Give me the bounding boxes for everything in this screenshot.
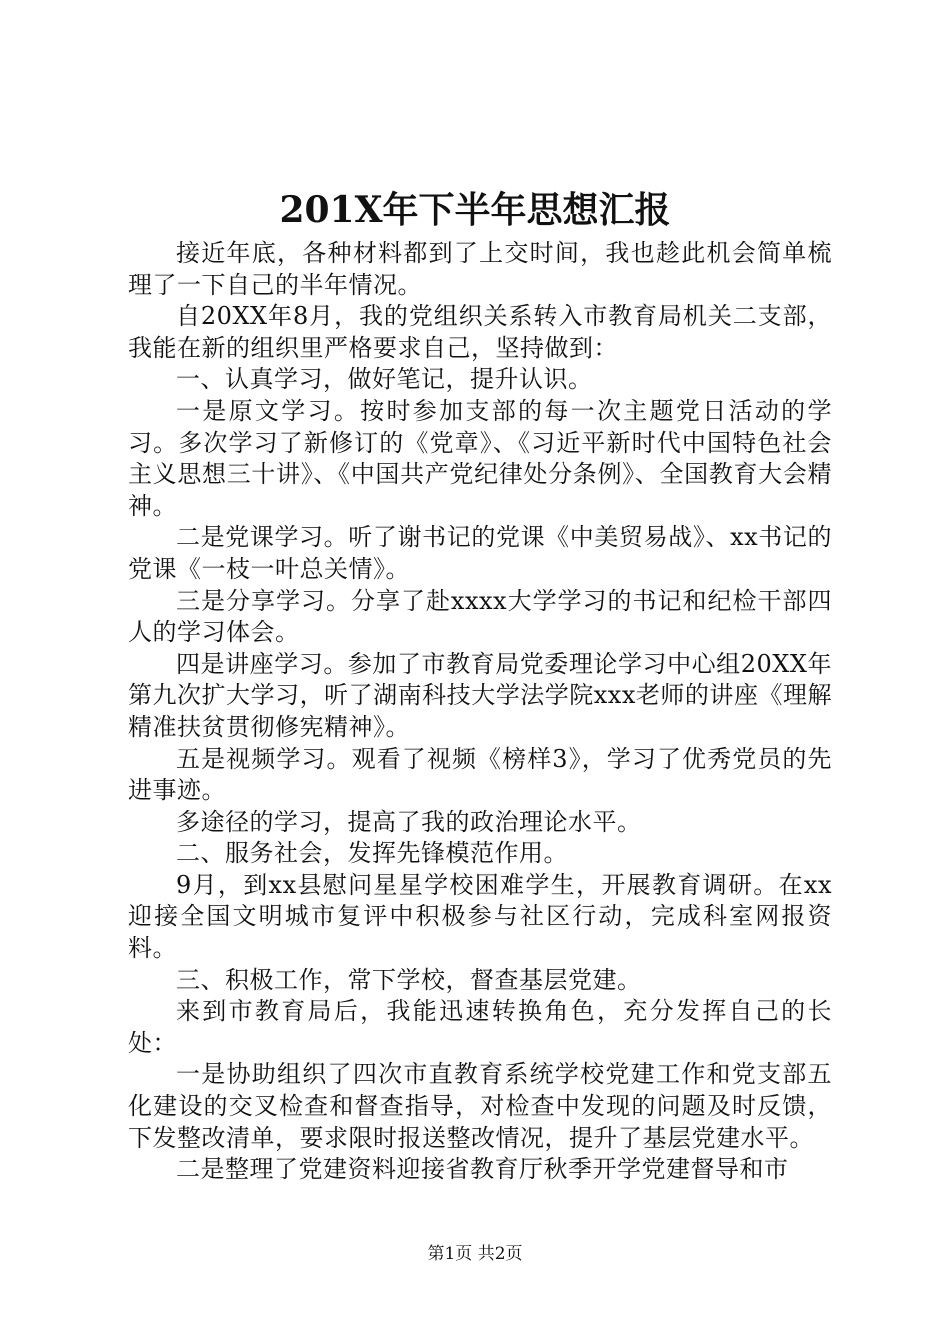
paragraph: 二是整理了党建资料迎接省教育厅秋季开学党建督导和市 (176, 1155, 789, 1184)
page-footer: 第1页 共2页 (427, 1244, 523, 1264)
paragraph: 一是协助组织了四次市直教育系统学校党建工作和党支部五化建设的交叉检查和督查指导，对检查中发现的问题及时反馈，下发整改清单，要求限时报送整改情况，提升了基层党建水平。 (128, 1060, 832, 1152)
paragraph: 二是党课学习。听了谢书记的党课《中美贸易战》、xx书记的党课《一枝一叶总关情》。 (128, 523, 832, 583)
paragraph: 五是视频学习。观看了视频《榜样3》，学习了优秀党员的先进事迹。 (128, 744, 832, 805)
document-body (128, 238, 832, 1186)
paragraph: 多途径的学习，提高了我的政治理论水平。 (176, 807, 642, 836)
paragraph: 三是分享学习。分享了赴xxxx大学学习的书记和纪检干部四人的学习体会。 (128, 586, 832, 647)
paragraph: 自20XX年8月，我的党组织关系转入市教育局机关二支部，我能在新的组织里严格要求自己，坚持做到： (128, 302, 832, 362)
paragraph: 接近年底，各种材料都到了上交时间，我也趁此机会简单梳理了一下自己的半年情况。 (128, 239, 832, 299)
paragraph: 9月，到xx县慰问星星学校困难学生，开展教育调研。在xx迎接全国文明城市复评中积极参与社区行动，完成科室网报资料。 (128, 870, 832, 963)
page-title: 201X年下半年思想汇报 (279, 189, 671, 231)
section-heading: 一、认真学习，做好笔记，提升认识。 (176, 365, 593, 394)
section-heading: 二、服务社会，发挥先锋模范作用。 (176, 839, 568, 868)
paragraph: 来到市教育局后，我能迅速转换角色，充分发挥自己的长处： (128, 997, 832, 1057)
section-heading: 三、积极工作，常下学校，督查基层党建。 (176, 965, 642, 994)
paragraph: 四是讲座学习。参加了市教育局党委理论学习中心组20XX年第九次扩大学习，听了湖南科技大学法学院xxx老师的讲座《理解精准扶贫贯彻修宪精神》。 (128, 649, 832, 741)
paragraph: 一是原文学习。按时参加支部的每一次主题党日活动的学习。多次学习了新修订的《党章》、《习近平新时代中国特色社会主义思想三十讲》、《中国共产党纪律处分条例》、全国教育大会精神。 (128, 396, 832, 520)
